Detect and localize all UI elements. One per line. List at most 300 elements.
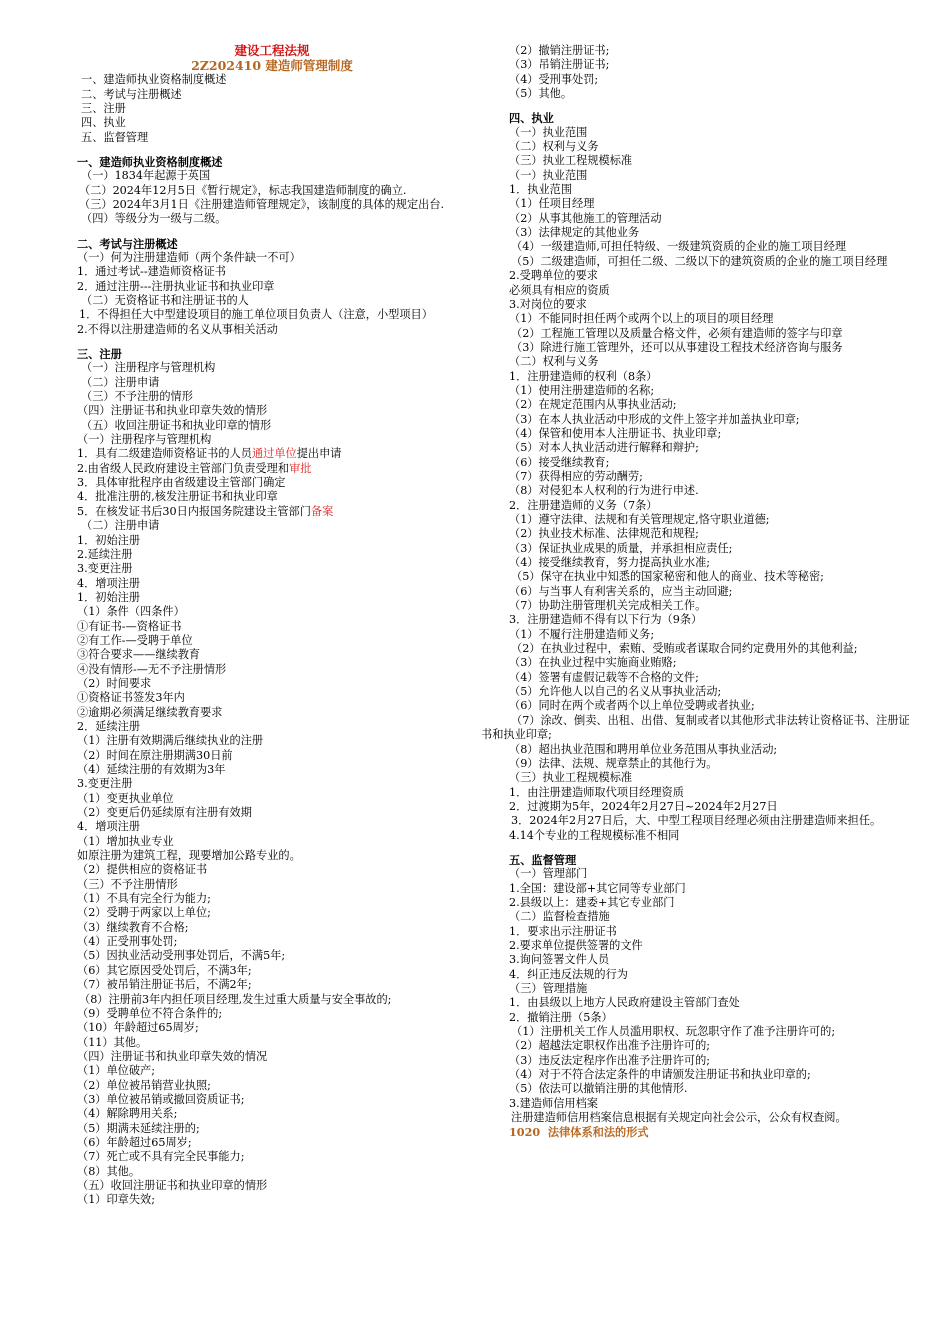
- line-text: （五）收回注册证书和执业印章的情形: [77, 1178, 268, 1192]
- line-text: （2）单位被吊销营业执照;: [77, 1078, 211, 1092]
- spacer: [77, 227, 467, 237]
- text-line: [77, 605, 467, 619]
- text-line: [497, 771, 912, 785]
- text-line: [497, 212, 912, 226]
- text-line: [77, 251, 467, 265]
- line-text: 必须具有相应的资质: [509, 283, 610, 297]
- document-subtitle: 2Z202410 建造师管理制度: [191, 57, 353, 73]
- line-text: （4）签署有虚假记载等不合格的文件;: [509, 670, 699, 684]
- line-text: 二、考试与注册概述: [77, 236, 178, 251]
- line-text: 1．由县级以上地方人民政府建设主管部门查处: [509, 996, 740, 1010]
- line-text: （6）接受继续教育;: [509, 455, 610, 469]
- line-text: 3．2024年2月27日后，大、中型工程项目经理必须由注册建造师来担任。: [511, 814, 882, 828]
- text-line: [77, 212, 467, 226]
- highlight-text: 通过单位: [251, 447, 297, 461]
- text-line: [77, 1079, 467, 1093]
- line-text: 2.延续注册: [77, 547, 133, 561]
- line-text: （一）何为注册建造师（两个条件缺一不可）: [77, 250, 301, 264]
- text-line: [77, 620, 467, 634]
- spacer: [77, 145, 467, 155]
- line-text: 二、考试与注册概述: [81, 87, 182, 101]
- text-line: [469, 1025, 912, 1039]
- line-text: （2）工程施工管理以及质量合格文件，必须有建造师的签字与印章: [511, 326, 843, 340]
- line-text: （1）不具有完全行为能力;: [77, 892, 211, 906]
- line-text: （4）延续注册的有效期为3年: [77, 763, 226, 776]
- line-text: 1020 法律体系和法的形式: [509, 1125, 649, 1140]
- text-line: [77, 792, 467, 806]
- line-text: 5．在核发证书后30日内报国务院建设主管部门: [77, 504, 311, 518]
- text-line: [77, 419, 467, 433]
- spacer: [497, 101, 912, 111]
- line-text: （四）注册证书和执业印章失效的情况: [77, 1049, 268, 1063]
- text-line: [497, 126, 912, 140]
- text-line: [497, 743, 912, 757]
- line-text: （三）执业工程规模标准: [509, 771, 633, 785]
- line-text: （二）注册申请: [81, 519, 160, 533]
- text-line: [77, 1165, 467, 1179]
- line-text: （1）增加执业专业: [77, 834, 174, 848]
- line-text: （四）等级分为一级与二级。: [81, 212, 227, 226]
- text-line: [77, 1122, 467, 1136]
- line-text: （2）提供相应的资格证书: [77, 863, 208, 877]
- line-text: （11）其他。: [77, 1035, 148, 1049]
- text-line: [77, 102, 467, 116]
- line-text: （3）吊销注册证书;: [509, 58, 610, 72]
- text-line: [497, 1054, 912, 1068]
- line-text: （2）撤销注册证书;: [509, 44, 610, 57]
- text-line: [77, 1050, 467, 1064]
- line-text: （3）单位被吊销或撤回资质证书;: [77, 1092, 245, 1106]
- line-text: （3）违反法定程序作出准予注册许可的;: [509, 1053, 711, 1067]
- text-line: [497, 656, 912, 670]
- text-line: [77, 562, 467, 576]
- line-text: （7）获得相应的劳动酬劳;: [509, 469, 643, 483]
- text-line: [77, 691, 467, 705]
- document-title: 建设工程法规: [234, 43, 310, 58]
- line-text: 一、建造师执业资格制度概述: [81, 73, 227, 87]
- line-text: （10）年龄超过65周岁;: [77, 1021, 199, 1035]
- line-text: （1）不履行注册建造师义务;: [509, 627, 655, 641]
- text-line: [497, 613, 912, 627]
- line-text: 2．通过注册---注册执业证书和执业印章: [77, 279, 275, 293]
- line-text: （5）因执业活动受刑事处罚后，不满5年;: [77, 949, 286, 963]
- line-text: （2）在执业过程中，索贿、受贿或者谋取合同约定费用外的其他利益;: [511, 642, 858, 656]
- line-text: 3．注册建造师不得有以下行为（9条）: [509, 613, 703, 627]
- line-text: （2）时间在原注册期满30日前: [77, 748, 233, 762]
- line-text: 1．初始注册: [77, 533, 141, 547]
- text-line: [497, 829, 912, 843]
- line-text: （二）2024年12月5日《暂行规定》，标志我国建造师制度的确立.: [79, 183, 407, 197]
- line-text: （4）保管和使用本人注册证书、执业印章;: [509, 426, 722, 440]
- text-line: [77, 835, 467, 849]
- line-text: （1）使用注册建造师的名称;: [509, 383, 655, 397]
- line-text: （9）法律、法规、规章禁止的其他行为。: [509, 756, 718, 770]
- text-line: [497, 312, 912, 326]
- text-line: [77, 978, 467, 992]
- line-text: 1．不得担任大中型建设项目的施工单位项目负责人（注意，小型项目）: [79, 308, 433, 322]
- line-text: （三）2024年3月1日《注册建造师管理规定》，该制度的具体的规定出台.: [79, 197, 445, 211]
- line-text: 四、执业: [81, 116, 126, 130]
- line-text: （6）与当事人有利害关系的，应当主动回避;: [509, 584, 733, 598]
- text-line: [77, 88, 467, 102]
- text-line: [497, 484, 912, 498]
- line-text: （6）其它原因受处罚后，不满3年;: [77, 963, 252, 977]
- text-line: [77, 949, 467, 963]
- text-line: [497, 800, 912, 814]
- left-column: [77, 44, 467, 1208]
- text-line: [77, 863, 467, 877]
- text-line: [497, 1011, 912, 1025]
- line-text: （5）对本人执业活动进行解释和辩护;: [509, 441, 699, 455]
- line-text: 3.建造师信用档案: [509, 1096, 598, 1110]
- line-text: 五、监督管理: [81, 130, 149, 144]
- line-text: （1）条件（四条件）: [77, 605, 185, 619]
- line-text: （5）保守在执业中知悉的国家秘密和他人的商业、技术等秘密;: [511, 570, 824, 584]
- line-text: （6）年龄超过65周岁;: [77, 1135, 192, 1149]
- line-text: （3）法律规定的其他业务: [509, 226, 640, 240]
- line-text: （2）在规定范围内从事执业活动;: [509, 398, 677, 412]
- line-text: 三、注册: [81, 101, 126, 115]
- text-line: [77, 1093, 467, 1107]
- line-text: 4．增项注册: [77, 576, 141, 590]
- text-line: [497, 1082, 912, 1096]
- line-text: 3.对岗位的要求: [509, 297, 587, 311]
- text-line: [497, 154, 912, 168]
- text-line: [497, 441, 912, 455]
- text-line: [77, 1064, 467, 1078]
- text-line: [77, 1021, 467, 1035]
- text-line: [497, 513, 912, 527]
- line-text: （4）对于不符合法定条件的申请颁发注册证书和执业印章的;: [509, 1068, 811, 1082]
- text-line: [77, 169, 467, 183]
- text-line: [497, 370, 912, 384]
- text-line: [49, 993, 467, 1007]
- text-line: [469, 1111, 912, 1125]
- line-text: （一）1834年起源于英国: [81, 169, 211, 183]
- line-text: （1）单位破产;: [77, 1064, 156, 1078]
- spacer: [497, 843, 912, 853]
- text-line: [497, 183, 912, 197]
- text-line: [77, 806, 467, 820]
- text-line: [497, 542, 912, 556]
- line-text: （4）正受刑事处罚;: [77, 935, 178, 949]
- line-text: （三）管理措施: [509, 982, 588, 995]
- line-text: 2．注册建造师的义务（7条）: [509, 498, 658, 512]
- text-line: [497, 58, 912, 72]
- text-line: [497, 398, 912, 412]
- line-text: （3）继续教育不合格;: [77, 920, 189, 934]
- text-line: [469, 714, 912, 743]
- text-line: [77, 131, 467, 145]
- line-text: ①有证书-—资格证书: [77, 619, 182, 633]
- section-heading: [497, 853, 912, 867]
- line-text: 一、建造师执业资格制度概述: [77, 154, 223, 169]
- text-line: [497, 585, 912, 599]
- text-line: [497, 685, 912, 699]
- text-line: [497, 284, 912, 298]
- line-text: （7）协助注册管理机关完成相关工作。: [509, 599, 707, 613]
- line-text: （3）除进行施工管理外，还可以从事建设工程技术经济咨询与服务: [511, 340, 843, 354]
- text-line: [497, 527, 912, 541]
- text-line: [497, 867, 912, 881]
- line-text: （4）受刑事处罚;: [509, 72, 599, 86]
- line-text: （三）不予注册的情形: [81, 390, 193, 404]
- highlight-text: 审批: [289, 461, 312, 475]
- text-line: [469, 642, 912, 656]
- right-column: [481, 44, 912, 1140]
- text-line: [77, 404, 467, 418]
- text-line: [497, 699, 912, 713]
- line-text: （1）变更执业单位: [77, 791, 174, 805]
- line-text: （1）注册机关工作人员滥用职权、玩忽职守作了准予注册许可的;: [511, 1025, 836, 1039]
- line-text: （1）不能同时担任两个或两个以上的项目的项目经理: [509, 312, 774, 326]
- line-text: （3）保证执业成果的质量，并承担相应责任;: [509, 541, 733, 555]
- text-line: [77, 548, 467, 562]
- text-line: [497, 140, 912, 154]
- text-line: [497, 298, 912, 312]
- line-text: 1.全国：建设部+其它同等专业部门: [509, 881, 686, 895]
- text-line: [497, 1097, 912, 1111]
- text-line: [77, 490, 467, 504]
- line-text: 1．要求出示注册证书: [509, 924, 617, 938]
- text-line: [77, 519, 467, 533]
- line-text: （二）权利与义务: [509, 140, 599, 154]
- text-line: [497, 269, 912, 283]
- line-text: ②有工作-—受聘于单位: [77, 633, 193, 647]
- line-text: 4．纠正违反法规的行为: [509, 967, 628, 981]
- line-text: （2）执业技术标准、法律规范和规程;: [509, 527, 699, 541]
- text-line: [77, 849, 467, 863]
- text-line: [77, 921, 467, 935]
- line-text: （一）执业范围: [509, 168, 588, 182]
- text-line: [49, 198, 467, 212]
- text-line: [77, 1107, 467, 1121]
- text-line: [469, 814, 912, 828]
- line-text: 2．撤销注册（5条）: [509, 1010, 613, 1024]
- text-line: [77, 706, 467, 720]
- text-line: [469, 240, 912, 254]
- text-line: [77, 361, 467, 375]
- text-line: [77, 1150, 467, 1164]
- line-text: （1）印章失效;: [77, 1193, 156, 1207]
- text-line: [77, 634, 467, 648]
- text-line: [49, 308, 467, 322]
- text-line: [497, 910, 912, 924]
- line-text: 2．过渡期为5年，2024年2月27日~2024年2月27日: [509, 799, 778, 813]
- text-line: [77, 476, 467, 490]
- text-line: [77, 280, 467, 294]
- text-line: [497, 628, 912, 642]
- text-line: [469, 570, 912, 584]
- text-line: [77, 734, 467, 748]
- line-text: 1．通过考试--建造师资格证书: [77, 265, 226, 279]
- line-text: （5）依法可以撤销注册的其他情形.: [509, 1082, 688, 1096]
- text-line: [497, 882, 912, 896]
- line-text: （三）不予注册情形: [77, 877, 178, 891]
- text-line: [77, 433, 467, 447]
- line-text: （2）从事其他施工的管理活动: [509, 211, 662, 225]
- text-line: [77, 763, 467, 777]
- line-text: （2）时间要求: [77, 676, 152, 690]
- line-text: 1．注册建造师的权利（8条）: [509, 369, 658, 383]
- text-line: [497, 996, 912, 1010]
- line-text: （7）死亡或不具有完全民事能力;: [77, 1150, 245, 1164]
- text-line: [497, 470, 912, 484]
- text-line: [497, 953, 912, 967]
- line-text: （7）被吊销注册证书后，不满2年;: [77, 978, 252, 992]
- line-text: （2）超越法定职权作出准予注册许可的;: [509, 1039, 711, 1053]
- text-line: [469, 341, 912, 355]
- line-text: （三）执业工程规模标准: [509, 154, 633, 168]
- line-text: （一）注册程序与管理机构: [77, 433, 212, 447]
- line-text: 2.要求单位提供签署的文件: [509, 938, 643, 952]
- text-line: [77, 265, 467, 279]
- line-text: （4）解除聘用关系;: [77, 1107, 178, 1121]
- line-text: （6）同时在两个或者两个以上单位受聘或者执业;: [509, 699, 755, 713]
- section-heading: [77, 155, 467, 169]
- line-text: 五、监督管理: [509, 852, 577, 867]
- text-line: [77, 1179, 467, 1193]
- text-line: [77, 777, 467, 791]
- text-line: [497, 1125, 912, 1139]
- line-text: （二）注册申请: [81, 375, 160, 389]
- line-text: （2）受聘于两家以上单位;: [77, 906, 211, 920]
- text-line: [497, 599, 912, 613]
- line-text: ②逾期必须满足继续教育要求: [77, 705, 223, 719]
- text-line: [77, 390, 467, 404]
- text-line: [77, 935, 467, 949]
- line-text: 如原注册为建筑工程，现要增加公路专业的。: [77, 849, 301, 863]
- line-text: （1）注册有效期满后继续执业的注册: [77, 734, 264, 748]
- line-text: 2.由省级人民政府建设主管部门负责受理和: [77, 461, 290, 475]
- line-text: （二）无资格证书和注册证书的人: [81, 294, 249, 307]
- line-text: （一）管理部门: [509, 867, 588, 881]
- line-text: （8）超出执业范围和聘用单位业务范围从事执业活动;: [509, 742, 778, 756]
- text-line: [77, 720, 467, 734]
- text-line: [497, 44, 912, 58]
- text-line: [469, 327, 912, 341]
- line-text: （2）变更后仍延续原有注册有效期: [77, 806, 252, 820]
- line-text: 3.变更注册: [77, 562, 133, 576]
- text-line: [497, 939, 912, 953]
- text-line: [77, 73, 467, 87]
- line-text: （9）受聘单位不符合条件的;: [77, 1006, 223, 1020]
- text-line: [77, 906, 467, 920]
- line-text: 三、注册: [77, 347, 122, 362]
- text-line: [497, 1039, 912, 1053]
- text-line: [77, 447, 467, 461]
- text-line: [497, 427, 912, 441]
- line-text: （4）接受继续教育，努力提高执业水准;: [509, 556, 711, 570]
- line-text: ④没有情形-—无不予注册情形: [77, 662, 227, 676]
- line-text: （5）其他。: [509, 87, 573, 101]
- text-line: [469, 255, 912, 269]
- line-text: （1）遵守法律、法规和有关管理规定,恪守职业道德;: [509, 513, 770, 526]
- line-text: 2.受聘单位的要求: [509, 269, 598, 283]
- right-lines: [481, 44, 912, 1140]
- text-line: [497, 982, 912, 996]
- text-line: [77, 892, 467, 906]
- section-heading: [497, 111, 912, 125]
- text-line: [77, 677, 467, 691]
- left-lines: [77, 73, 467, 1207]
- text-line: [497, 197, 912, 211]
- line-text: 3．具体审批程序由省级建设主管部门确定: [77, 476, 286, 490]
- line-text: （一）注册程序与管理机构: [81, 361, 216, 375]
- text-line: [497, 671, 912, 685]
- text-line: [497, 556, 912, 570]
- text-line: [497, 499, 912, 513]
- text-line: [497, 73, 912, 87]
- line-text: （3）在本人执业活动中形成的文件上签字并加盖执业印章;: [509, 412, 800, 426]
- line-text: ③符合要求——继续教育: [77, 648, 201, 662]
- line-text: 4．批准注册的,核发注册证书和执业印章: [77, 490, 278, 504]
- line-text: 注册建造师信用档案信息根据有关规定向社会公示，公众有权查阅。: [511, 1111, 847, 1125]
- text-line: [77, 577, 467, 591]
- line-text: （五）收回注册证书和执业印章的情形: [81, 418, 272, 432]
- text-line: [497, 87, 912, 101]
- line-text: ①资格证书签发3年内: [77, 691, 185, 705]
- line-text: 3.变更注册: [77, 777, 133, 791]
- text-line: [77, 1036, 467, 1050]
- text-line: [77, 820, 467, 834]
- text-line: [497, 384, 912, 398]
- text-line: [77, 376, 467, 390]
- text-line: [77, 116, 467, 130]
- highlight-text: 备案: [310, 504, 334, 518]
- text-line: [77, 648, 467, 662]
- text-line: [497, 1068, 912, 1082]
- line-text: 1．具有二级建造师资格证书的人员: [77, 447, 252, 461]
- line-text: 2.县级以上：建委+其它专业部门: [509, 895, 675, 909]
- text-line: [77, 1193, 467, 1207]
- line-text: （四）注册证书和执业印章失效的情形: [77, 404, 268, 418]
- text-line: [77, 663, 467, 677]
- text-line: [497, 925, 912, 939]
- text-line: [77, 1007, 467, 1021]
- line-text: 2.不得以注册建造师的名义从事相关活动: [77, 322, 278, 336]
- line-text: （8）注册前3年内担任项目经理,发生过重大质量与安全事故的;: [79, 992, 392, 1006]
- section-heading: [77, 347, 467, 361]
- line-text: （5）二级建造师，可担任二级、二级以下的建筑资质的企业的施工项目经理: [511, 254, 888, 268]
- line-text: （8）其他。: [77, 1164, 141, 1178]
- text-line: [77, 505, 467, 519]
- line-text: 1．初始注册: [77, 590, 141, 604]
- text-line: [497, 896, 912, 910]
- text-line: [497, 169, 912, 183]
- text-line: [77, 878, 467, 892]
- spacer: [77, 337, 467, 347]
- line-text: 2．延续注册: [77, 719, 141, 733]
- line-text: 3.询问签署文件人员: [509, 953, 610, 967]
- text-line: [77, 462, 467, 476]
- line-text-tail: 提出申请: [296, 447, 342, 461]
- line-text: 1．由注册建造师取代项目经理资质: [509, 785, 684, 799]
- text-line: [77, 749, 467, 763]
- text-line: [497, 355, 912, 369]
- text-line: [497, 413, 912, 427]
- text-line: [497, 968, 912, 982]
- line-text: 4．增项注册: [77, 820, 141, 834]
- text-line: [497, 786, 912, 800]
- line-text: （5）期满未延续注册的;: [77, 1121, 200, 1135]
- text-line: [77, 294, 467, 308]
- text-line: [77, 964, 467, 978]
- line-text: 1．执业范围: [509, 183, 573, 197]
- text-line: [77, 1136, 467, 1150]
- text-line: [497, 456, 912, 470]
- text-line: [497, 757, 912, 771]
